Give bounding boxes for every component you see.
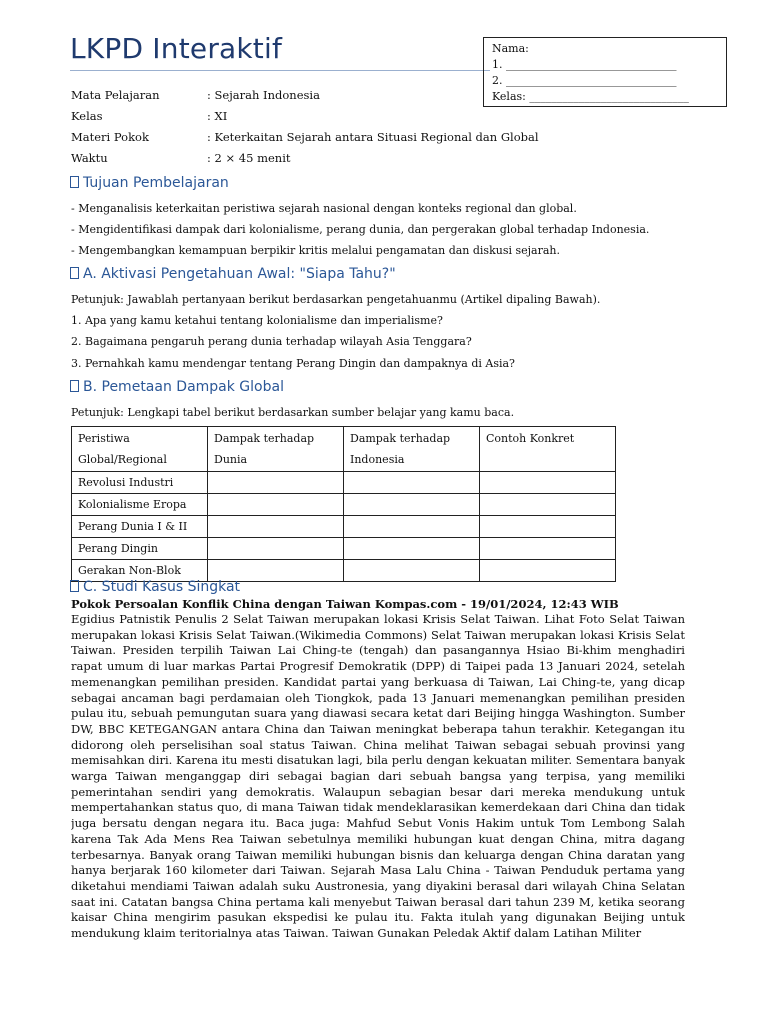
heading-text: B. Pemetaan Dampak Global bbox=[83, 379, 284, 395]
section-heading-tujuan bbox=[70, 175, 229, 191]
event-cell: Perang Dunia I & II bbox=[72, 516, 208, 538]
answer-cell[interactable] bbox=[480, 516, 616, 538]
section-heading-a bbox=[70, 266, 396, 282]
answer-cell[interactable] bbox=[344, 494, 480, 516]
missing-glyph-icon bbox=[70, 580, 79, 592]
name-box bbox=[483, 37, 727, 107]
instruction-text: Petunjuk: Jawablah pertanyaan berikut berdasarkan pengetahuanmu (Artikel dipaling Bawah). bbox=[71, 293, 601, 306]
heading-text: C. Studi Kasus Singkat bbox=[83, 579, 241, 595]
objective-item: - Mengembangkan kemampuan berpikir kritis melalui pengamatan dan diskusi sejarah. bbox=[71, 244, 561, 257]
heading-text: Tujuan Pembelajaran bbox=[83, 175, 229, 191]
table-row bbox=[72, 516, 616, 538]
info-key: Mata Pelajaran bbox=[71, 88, 160, 102]
name-line-1[interactable]: 1. _______________________________ bbox=[492, 58, 677, 71]
missing-glyph-icon bbox=[70, 267, 79, 279]
table-row bbox=[72, 472, 616, 494]
article-title: Pokok Persoalan Konflik China dengan Taiwan Kompas.com - 19/01/2024, 12:43 WIB bbox=[71, 597, 619, 611]
answer-cell[interactable] bbox=[208, 516, 344, 538]
class-line[interactable]: Kelas: _____________________________ bbox=[492, 90, 689, 103]
info-value: : XI bbox=[207, 109, 228, 123]
column-header: Peristiwa Global/Regional bbox=[72, 427, 208, 472]
table-header-row bbox=[72, 427, 616, 472]
name-label: Nama: bbox=[492, 42, 529, 55]
missing-glyph-icon bbox=[70, 176, 79, 188]
column-header: Dampak terhadap Dunia bbox=[208, 427, 344, 472]
answer-cell[interactable] bbox=[480, 494, 616, 516]
answer-cell[interactable] bbox=[208, 538, 344, 560]
impact-table bbox=[71, 426, 616, 582]
info-key: Waktu bbox=[71, 151, 108, 165]
info-value: : Sejarah Indonesia bbox=[207, 88, 320, 102]
answer-cell[interactable] bbox=[480, 472, 616, 494]
answer-cell[interactable] bbox=[208, 494, 344, 516]
section-heading-b bbox=[70, 379, 284, 395]
event-cell: Perang Dingin bbox=[72, 538, 208, 560]
instruction-text: Petunjuk: Lengkapi tabel berikut berdasarkan sumber belajar yang kamu baca. bbox=[71, 406, 515, 419]
answer-cell[interactable] bbox=[344, 560, 480, 582]
info-key: Materi Pokok bbox=[71, 130, 149, 144]
answer-cell[interactable] bbox=[344, 472, 480, 494]
column-header: Dampak terhadap Indonesia bbox=[344, 427, 480, 472]
event-cell: Revolusi Industri bbox=[72, 472, 208, 494]
question-item: 2. Bagaimana pengaruh perang dunia terhadap wilayah Asia Tenggara? bbox=[71, 335, 472, 348]
info-value: : 2 × 45 menit bbox=[207, 151, 291, 165]
objective-item: - Menganalisis keterkaitan peristiwa sejarah nasional dengan konteks regional dan global. bbox=[71, 202, 577, 215]
info-key: Kelas bbox=[71, 109, 103, 123]
answer-cell[interactable] bbox=[480, 560, 616, 582]
answer-cell[interactable] bbox=[208, 472, 344, 494]
table-row bbox=[72, 538, 616, 560]
name-line-2[interactable]: 2. _______________________________ bbox=[492, 74, 677, 87]
question-item: 1. Apa yang kamu ketahui tentang kolonialisme dan imperialisme? bbox=[71, 314, 443, 327]
section-heading-c bbox=[70, 579, 240, 595]
info-value: : Keterkaitan Sejarah antara Situasi Regional dan Global bbox=[207, 130, 539, 144]
title-divider bbox=[70, 70, 490, 71]
article-body: Egidius Patnistik Penulis 2 Selat Taiwan merupakan lokasi Krisis Selat Taiwan. Lihat Foto Selat Taiwan merupakan lokasi Krisis Selat Taiwan.(Wikimedia Commons) Selat Taiwan merupakan lokasi Krisis Selat Taiwan. Presiden terpilih Taiwan Lai Ching-te (tengah) dan pasangannya Hsiao Bi-khim menghadiri rapat umum di luar markas Partai Progresif Demokratik (DPP) di Taipei pada 13 Januari 2024, setelah memenangkan pemilihan presiden. Kandidat partai yang berkuasa di Taiwan, Lai Ching-te, yang dicap sebagai ancaman bagi perdamaian oleh Tiongkok, pada 13 Januari memenangkan pemilihan presiden pulau itu, sebuah pemungutan suara yang diawasi secara ketat dari Beijing hingga Washington. Sumber DW, BBC KETEGANGAN antara China dan Taiwan meningkat beberapa tahun terakhir. Ketegangan itu didorong oleh perselisihan soal status Taiwan. China melihat Taiwan sebagai sebuah provinsi yang memisahkan diri. Karena itu mesti disatukan lagi, bila perlu dengan kekuatan militer. Sementara banyak warga Taiwan menganggap diri sebagai bagian dari sebuah bangsa yang terpisa, yang memiliki pemerintahan sendiri yang demokratis. Walaupun sebagian besar dari mereka mendukung untuk mempertahankan status quo, di mana Taiwan tidak mendeklarasikan kemerdekaan dari China dan tidak juga bersatu dengan negara itu. Baca juga: Mahfud Sebut Vonis Hakim untuk Tom Lembong Salah karena Tak Ada Mens Rea Taiwan sebetulnya memiliki hubungan kuat dengan China, mitra dagang terbesarnya. Banyak orang Taiwan memiliki hubungan bisnis dan keluarga dengan China daratan yang hanya berjarak 160 kilometer dari Taiwan. Sejarah Masa Lalu China - Taiwan Penduduk pertama yang diketahui mendiami Taiwan adalah suku Austronesia, yang diyakini berasal dari wilayah China Selatan saat ini. Catatan bangsa China pertama kali menyebut Taiwan berasal dari tahun 239 M, ketika seorang kaisar China mengirim pasukan ekspedisi ke pulau itu. Fakta itulah yang digunakan Beijing untuk mendukung klaim teritorialnya atas Taiwan. Taiwan Gunakan Peledak Aktif dalam Latihan Militer bbox=[71, 612, 685, 941]
question-item: 3. Pernahkah kamu mendengar tentang Perang Dingin dan dampaknya di Asia? bbox=[71, 357, 515, 370]
event-cell: Kolonialisme Eropa bbox=[72, 494, 208, 516]
answer-cell[interactable] bbox=[480, 538, 616, 560]
table-row bbox=[72, 494, 616, 516]
answer-cell[interactable] bbox=[344, 538, 480, 560]
event-cell: Gerakan Non-Blok bbox=[72, 560, 208, 582]
objective-item: - Mengidentifikasi dampak dari kolonialisme, perang dunia, dan pergerakan global terhadap Indonesia. bbox=[71, 223, 650, 236]
answer-cell[interactable] bbox=[344, 516, 480, 538]
page-title: LKPD Interaktif bbox=[70, 32, 283, 65]
column-header: Contoh Konkret bbox=[480, 427, 616, 472]
heading-text: A. Aktivasi Pengetahuan Awal: "Siapa Tahu?" bbox=[83, 266, 396, 282]
missing-glyph-icon bbox=[70, 380, 79, 392]
